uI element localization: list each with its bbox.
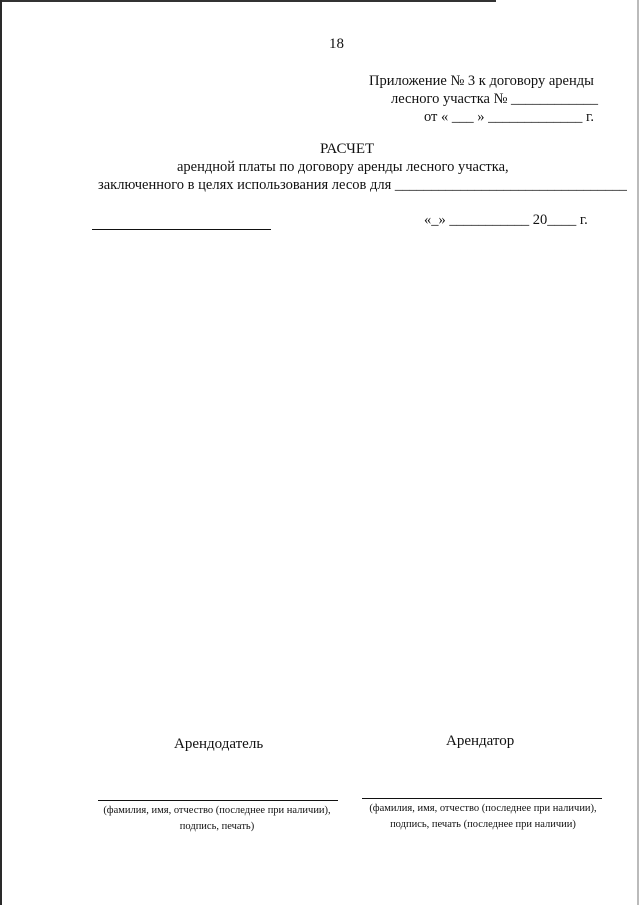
appendix-line-3: от « ___ » _____________ г. — [424, 109, 594, 125]
scan-border-top — [0, 0, 496, 2]
lessor-signature-line — [98, 800, 338, 801]
lessor-role-label: Арендодатель — [174, 736, 264, 752]
document-title: РАСЧЕТ — [320, 141, 375, 157]
scan-border-right — [637, 0, 639, 905]
page-number: 18 — [329, 36, 344, 52]
appendix-line-2: лесного участка № ____________ — [391, 91, 599, 107]
document-subtitle-line-2: заключенного в целях использования лесов для ________________________________ — [98, 177, 627, 193]
appendix-line-1: Приложение № 3 к договору аренды — [369, 73, 594, 89]
document-subtitle-line-1: арендной платы по договору аренды лесного участка, — [177, 159, 509, 175]
document-date: «_» ___________ 20____ г. — [424, 212, 588, 228]
place-blank-line — [92, 229, 271, 230]
lessor-signature-caption: (фамилия, имя, отчество (последнее при наличии), подпись, печать) — [103, 805, 331, 832]
lessee-signature-line — [362, 798, 602, 799]
lessee-signature-caption: (фамилия, имя, отчество (последнее при наличии), подпись, печать (последнее при наличии) — [369, 803, 597, 830]
lessee-role-label: Арендатор — [446, 733, 515, 749]
scan-border-left — [0, 0, 2, 905]
